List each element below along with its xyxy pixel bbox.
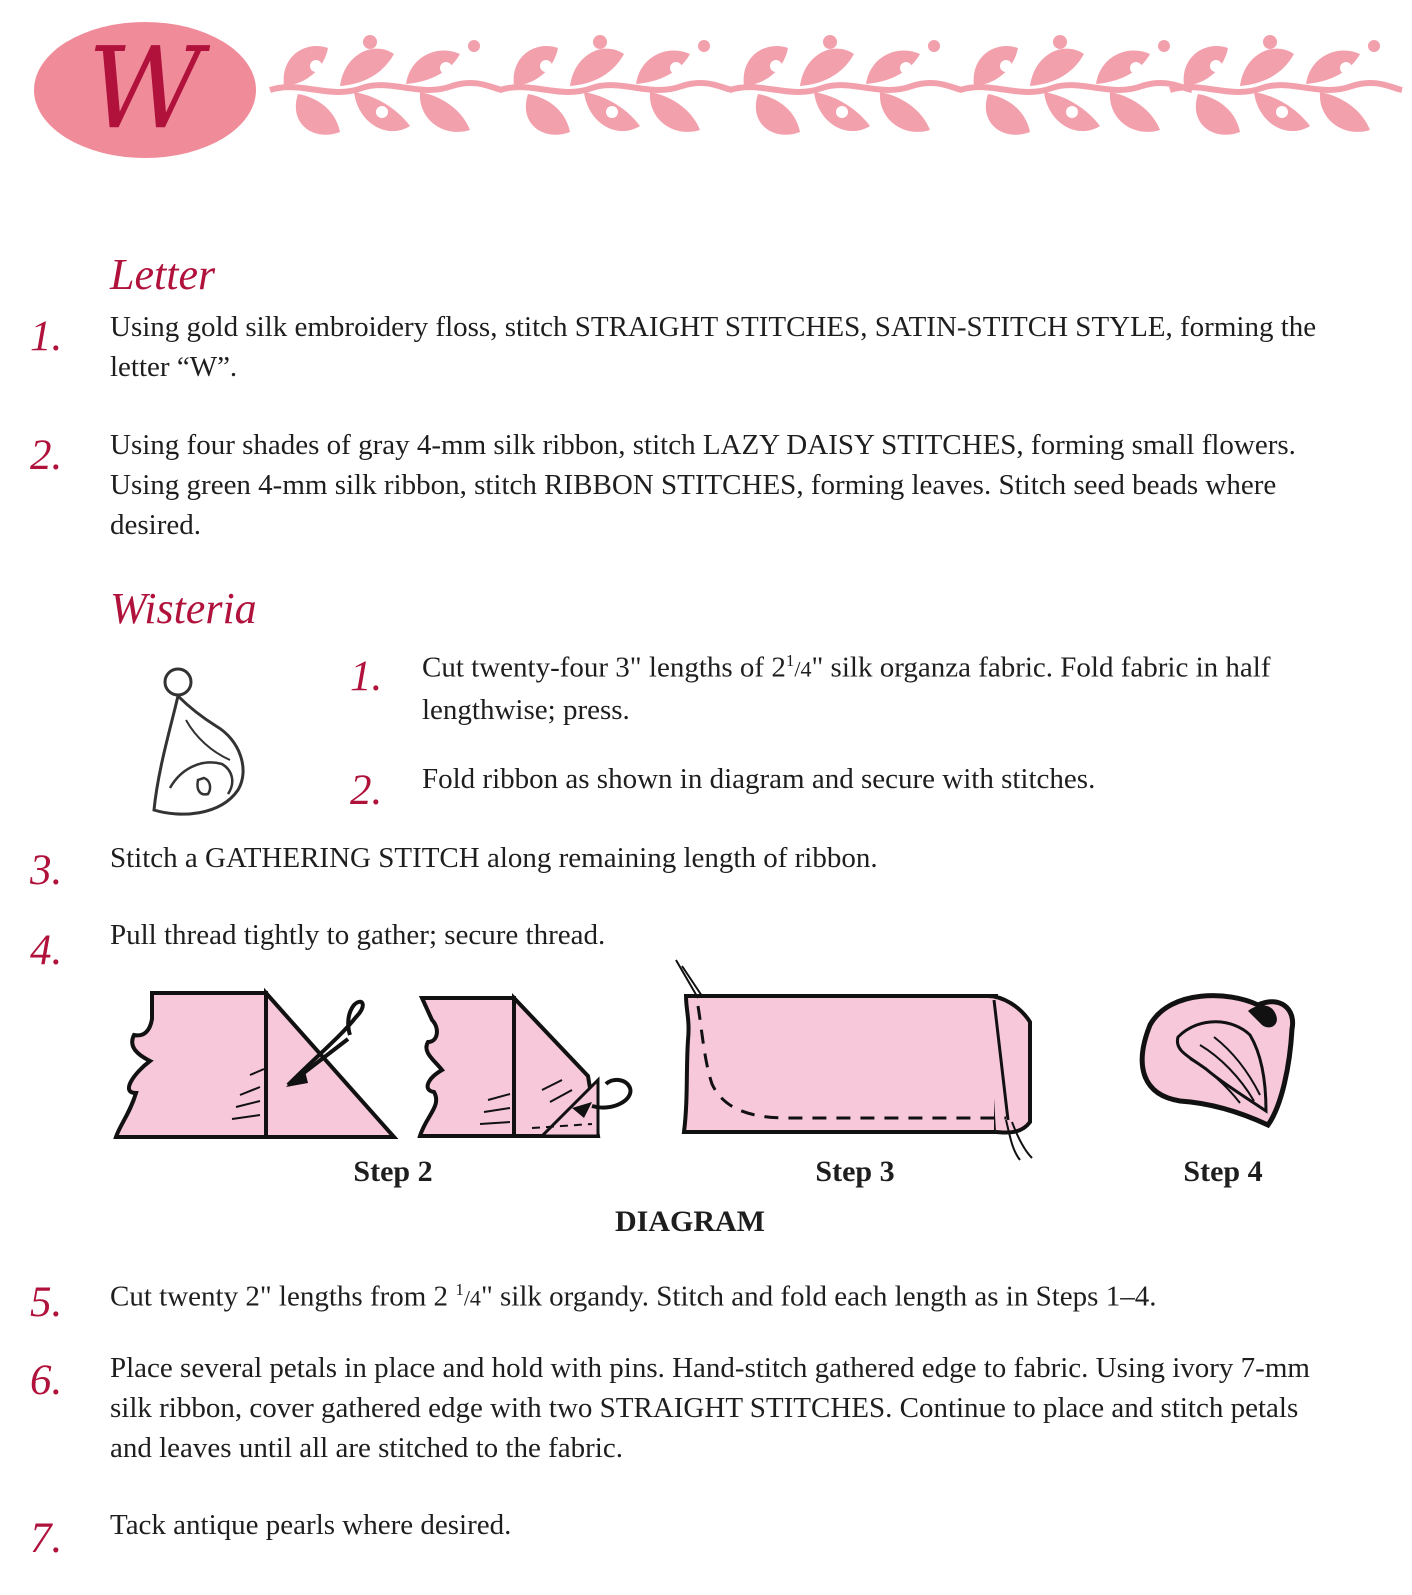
step-text: Tack antique pearls where desired.: [110, 1509, 512, 1541]
floral-border: [270, 28, 1394, 146]
step-number: 1.: [350, 653, 383, 700]
step-text: Fold ribbon as shown in diagram and secure with stitches.: [422, 763, 1096, 795]
diagram-step4: [1130, 985, 1300, 1135]
step-number: 3.: [30, 847, 63, 894]
step-text: Cut twenty-four 3" lengths of $2^1/4$" silk organza fabric. Fold fabric in half lengthwise; press.: [422, 651, 1271, 726]
section-heading-wisteria: Wisteria: [110, 584, 257, 633]
diagram-step-label: Step 3: [815, 1155, 895, 1188]
step-number: 5.: [30, 1279, 63, 1326]
monogram-badge: [34, 22, 256, 158]
step-text: Using four shades of gray 4-mm silk ribbon, stitch LAZY DAISY STITCHES, forming small flowers. Using green 4-mm silk ribbon, stitch RIBBON STITCHES, forming leaves. Stitch seed beads where desired.: [110, 429, 1296, 541]
step-text: Stitch a GATHERING STITCH along remaining length of ribbon.: [110, 842, 878, 874]
diagram-step2-a: [110, 975, 400, 1150]
step-number: 2.: [350, 767, 383, 814]
section-heading-letter: Letter: [110, 250, 216, 299]
step-text: Pull thread tightly to gather; secure thread.: [110, 919, 606, 951]
diagram-step-label: Step 4: [1183, 1155, 1263, 1188]
diagram-step-label: Step 2: [353, 1155, 433, 1188]
step-text: Using gold silk embroidery floss, stitch STRAIGHT STITCHES, SATIN-STITCH STYLE, forming the letter “W”.: [110, 311, 1317, 383]
diagram-title: DIAGRAM: [615, 1205, 765, 1238]
diagram-step3: [676, 960, 1046, 1165]
step-number: 1.: [30, 313, 63, 360]
step-number: 7.: [30, 1515, 63, 1562]
step-text: Cut twenty 2" lengths from 2 $^1$/4" silk organdy. Stitch and fold each length as in Steps 1–4.: [110, 1280, 1157, 1313]
step-number: 6.: [30, 1357, 63, 1404]
step-number: 2.: [30, 432, 63, 479]
diagram-step2-b: [412, 990, 642, 1140]
monogram-letter: W: [87, 24, 203, 154]
step-number: 4.: [30, 927, 63, 974]
step-text: Place several petals in place and hold with pins. Hand-stitch gathered edge to fabric. Using ivory 7-mm silk ribbon, cover gathered edge with two STRAIGHT STITCHES. Continue to place and stitch petals and leaves until all are stitched to the fabric.: [110, 1352, 1310, 1464]
folded-ribbon-sketch: [140, 660, 260, 830]
